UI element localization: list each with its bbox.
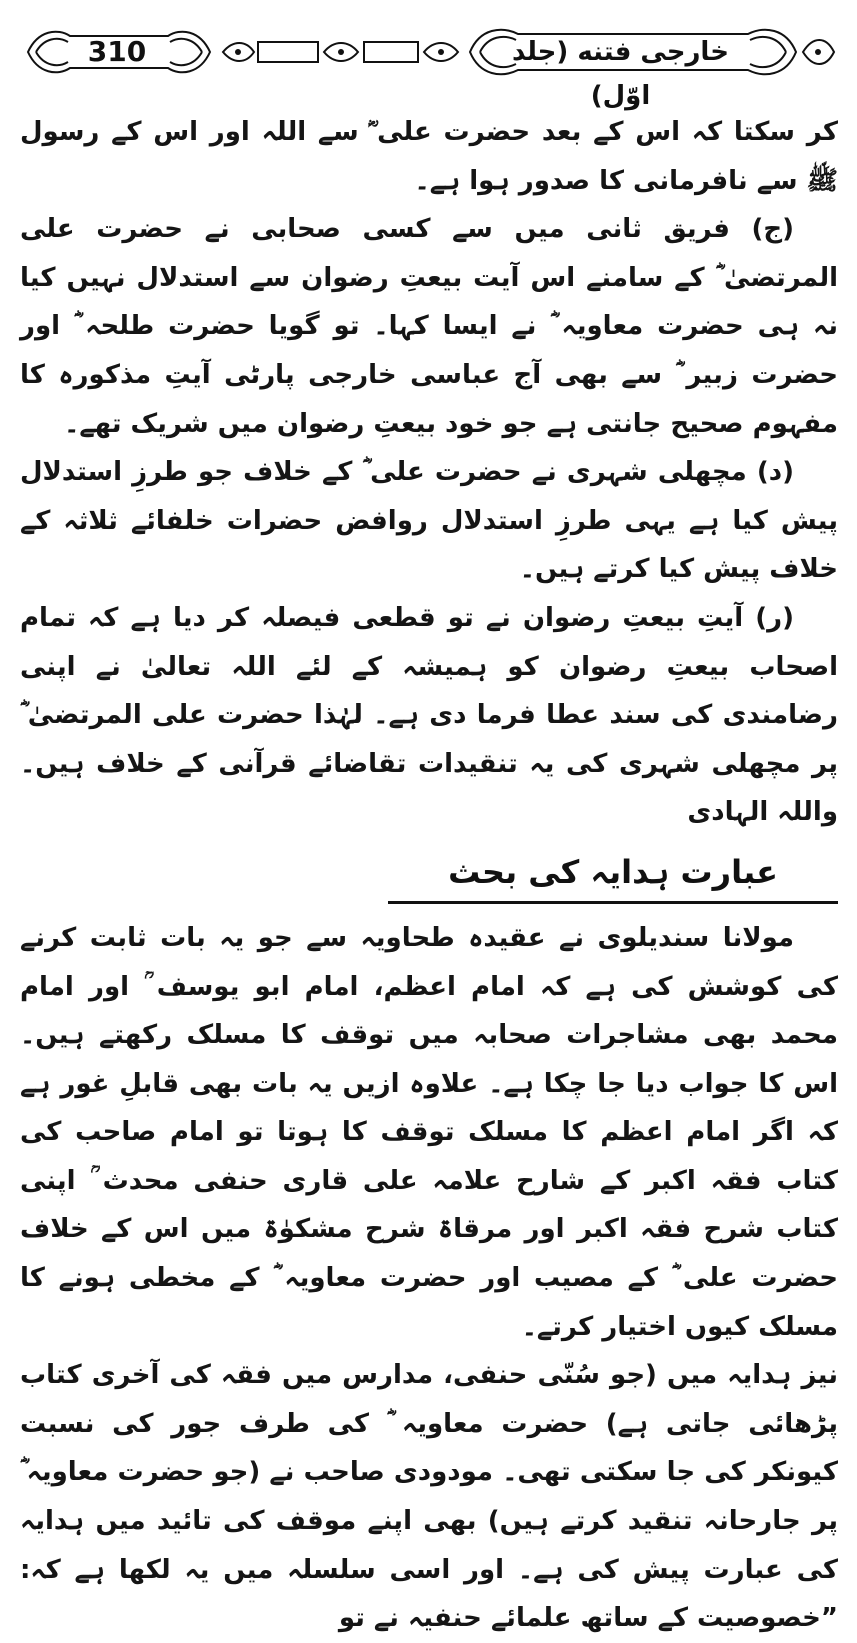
section-heading-wrapper <box>20 845 838 904</box>
paragraph-continuation: کر سکتا کہ اس کے بعد حضرت علی ؓ سے اللہ اور اس کے رسول ﷺ سے نافرمانی کا صدور ہوا ہے۔ <box>20 117 838 196</box>
paragraph-point-ra: (ر) آیتِ بیعتِ رضوان نے تو قطعی فیصلہ کر دیا ہے کہ تمام اصحاب بیعتِ رضوان کو ہمیشہ کے لئے اللہ تعالیٰ نے اپنی رضامندی کی سند عطا فرما دی ہے۔ لہٰذا حضرت علی المرتضیٰ ؓ پر مچھلی شہری کی یہ تنقیدات تقاضائے قرآنی کے خلاف ہیں۔ واللہ الہادی <box>20 602 838 828</box>
paragraph-point-dal: (د) مچھلی شہری نے حضرت علی ؓ کے خلاف جو طرزِ استدلال پیش کیا ہے یہی طرزِ استدلال روافض حضرات خلفائے ثلاثہ کے خلاف پیش کیا کرتے ہیں۔ <box>20 457 838 585</box>
paragraph-point-jeem: (ج) فریق ثانی میں سے کسی صحابی نے حضرت علی المرتضیٰ ؓ کے سامنے اس آیت بیعتِ رضوان سے استدلال نہیں کیا نہ ہی حضرت معاویہ ؓ نے ایسا کہا۔ تو گویا حضرت طلحہ ؓ اور حضرت زبیر ؓ سے بھی آج عباسی خارجی پارٹی آیتِ مذکورہ کا مفہوم صحیح جانتی ہے جو خود بیعتِ رضوان میں شریک تھے۔ <box>20 214 838 439</box>
page-body <box>20 108 838 1643</box>
page-header <box>18 22 840 111</box>
book-title: خارجی فتنه (جلد اوّل) <box>512 37 729 111</box>
paragraph-hidaya-2: نیز ہدایہ میں (جو سُنّی حنفی، مدارس میں فقہ کی آخری کتاب پڑھائی جاتی ہے) حضرت معاویہ ؓ کی طرف جور کی نسبت کیونکر کی جا سکتی تھی۔ مودودی صاحب نے (جو حضرت معاویہ ؓ پر جارحانہ تنقید کرتے ہیں) بھی اپنے موقف کی تائید میں ہدایہ کی عبارت پیش کی ہے۔ اور اسی سلسلہ میں یہ لکھا ہے کہ: ”خصوصیت کے ساتھ علمائے حنفیہ نے تو <box>20 1360 838 1634</box>
paragraph-hidaya-1: مولانا سندیلوی نے عقیدہ طحاویہ سے جو یہ بات ثابت کرنے کی کوشش کی ہے کہ امام اعظم، امام ابو یوسف ؒ اور امام محمد بھی مشاجرات صحابہ میں توقف کا مسلک رکھتے ہیں۔ اس کا جواب دیا جا چکا ہے۔ علاوہ ازیں یہ بات بھی قابلِ غور ہے کہ اگر امام اعظم کا مسلک توقف کا ہوتا تو امام صاحب کی کتاب فقہ اکبر کے شارح علامہ علی قاری حنفی محدث ؒ اپنی کتاب شرح فقہ اکبر اور مرقاۃ شرح مشکوٰۃ میں اس کے خلاف حضرت علی ؓ کے مصیب اور حضرت معاویہ ؓ کے مخطی ہونے کا مسلک کیوں اختیار کرتے۔ <box>20 922 838 1342</box>
page-number: 310 <box>87 35 147 68</box>
section-heading: عبارت ہدایہ کی بحث <box>388 845 838 904</box>
